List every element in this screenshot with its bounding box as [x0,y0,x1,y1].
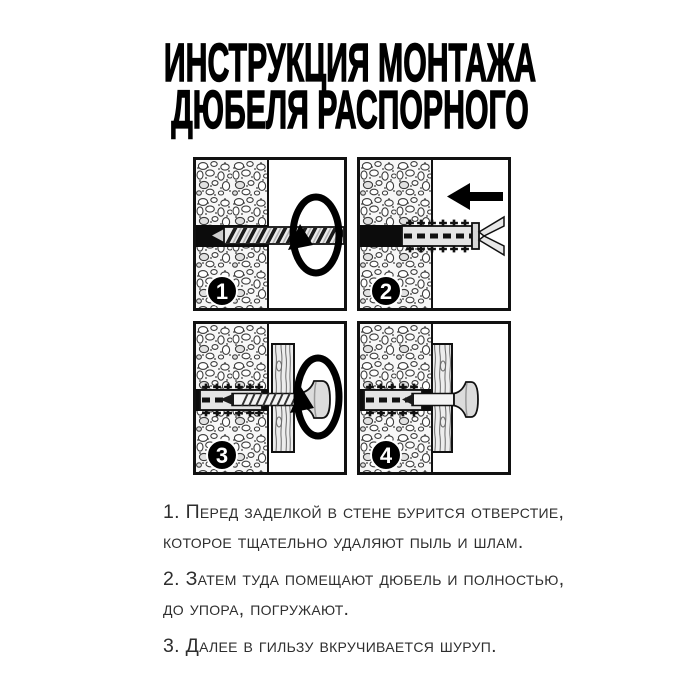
step-number-badge [371,276,401,306]
step-number: 3 [215,443,229,468]
step-panel-3 [193,321,347,475]
step-number: 4 [379,443,393,468]
insertion-arrow-icon [447,183,503,210]
step-panel-4 [357,321,511,475]
title-line-2: ДЮБЕЛЯ РАСПОРНОГО [171,80,529,140]
step-number: 2 [379,279,393,304]
expansion-dowel-icon [402,217,504,255]
step-1-line-1: 1. Перед заделкой в стене бурится отверстие, [163,501,565,523]
step-panel-2 [357,157,511,311]
step-1-line-2: которое тщательно удаляют пыль и шлам. [163,531,524,553]
step-2-line-2: до упора, погружают. [163,598,350,620]
instruction-steps [163,497,564,668]
instruction-step-2 [163,564,564,624]
instruction-panels [193,157,511,475]
title-line-1: ИНСТРУКЦИЯ МОНТАЖА [163,33,537,93]
poster-title [0,33,700,140]
step-panel-1 [193,157,347,311]
step-number-badge [207,440,237,470]
panel-2-illustration [360,160,508,308]
panel-4-illustration [360,324,508,472]
step-number: 1 [215,279,229,304]
panel-1-illustration [196,160,344,308]
step-number-badge [207,276,237,306]
instruction-step-3 [163,631,564,661]
step-2-line-1: 2. Затем туда помещают дюбель и полностью, [163,568,565,590]
panel-3-illustration [196,324,344,472]
drill-bit-icon [212,225,344,246]
step-3-line-1: 3. Далее в гильзу вкручивается шуруп. [163,635,497,657]
step-number-badge [371,440,401,470]
instruction-step-1 [163,497,564,557]
